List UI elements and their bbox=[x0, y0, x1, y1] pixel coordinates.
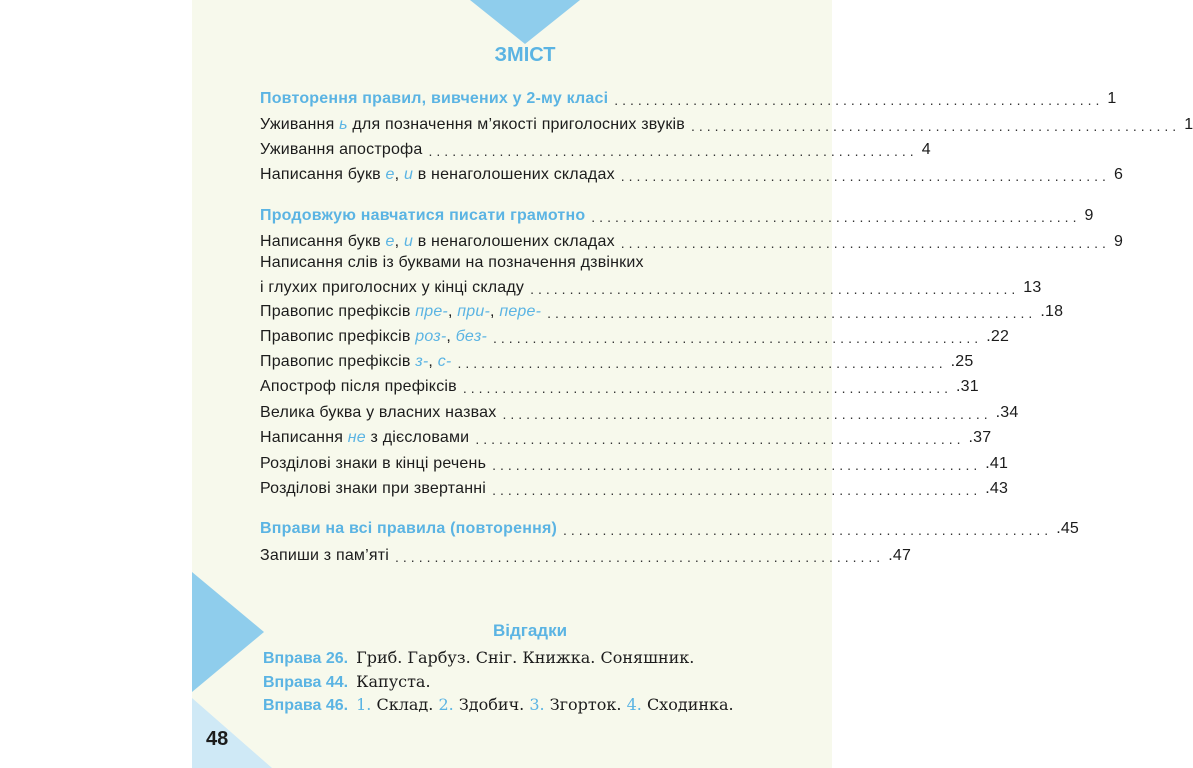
toc-item: Правопис префіксів з-, с- .............................................................. .25 bbox=[260, 353, 974, 371]
toc-item: Уживання ь для позначення м’якості приголосних звуків .............................................................. 1 bbox=[260, 116, 1193, 134]
toc-item: Написання букв е, и в ненаголошених складах .............................................................. 9 bbox=[260, 233, 1124, 251]
toc-section-heading bbox=[260, 86, 1117, 108]
toc-item: Правопис префіксів роз-, без- .............................................................. .22 bbox=[260, 328, 1010, 346]
toc-item: Велика буква у власних назвах .............................................................. .34 bbox=[260, 404, 1019, 422]
decorative-triangle-left bbox=[192, 572, 264, 692]
toc-section-heading bbox=[260, 516, 1080, 538]
toc-item: і глухих приголосних у кінці складу .............................................................. 13 bbox=[260, 279, 1042, 297]
page-title: ЗМІСТ bbox=[494, 44, 556, 66]
toc-item: Правопис префіксів пре-, при-, пере- .............................................................. .18 bbox=[260, 303, 1064, 321]
leader-dots: .............................................................. bbox=[614, 92, 1104, 108]
section-title: Продовжую навчатися писати грамотно bbox=[260, 207, 586, 224]
toc-item: Написання букв е, и в ненаголошених складах .............................................................. 6 bbox=[260, 166, 1124, 184]
section-page: 1 bbox=[1107, 90, 1117, 107]
toc-item: Уживання апострофа .............................................................. 4 bbox=[260, 141, 931, 159]
toc-item: Написання не з дієсловами .............................................................. .37 bbox=[260, 429, 992, 447]
leader-dots: .............................................................. bbox=[591, 209, 1081, 225]
toc-item: Розділові знаки при звертанні .............................................................. .43 bbox=[260, 480, 1009, 498]
answer-row: Вправа 46. 1. Склад. 2. Здобич. 3. Згорток. 4. Сходинка. bbox=[263, 695, 734, 714]
decorative-corner bbox=[192, 698, 272, 768]
toc-item: Запиши з пам’яті .............................................................. .47 bbox=[260, 547, 912, 565]
section-title: Повторення правил, вивчених у 2-му класі bbox=[260, 90, 609, 107]
toc-item: Розділові знаки в кінці речень .............................................................. .41 bbox=[260, 455, 1009, 473]
answers-title: Відгадки bbox=[492, 621, 568, 640]
toc-item: Апостроф після префіксів .............................................................. .31 bbox=[260, 378, 979, 396]
decorative-triangle-top bbox=[470, 0, 580, 44]
leader-dots: .............................................................. bbox=[563, 522, 1053, 538]
section-title: Вправи на всі правила (повторення) bbox=[260, 520, 558, 537]
section-page: .45 bbox=[1056, 520, 1080, 537]
page-number: 48 bbox=[206, 728, 229, 750]
answer-row: Вправа 44. Капуста. bbox=[263, 672, 431, 691]
section-page: 9 bbox=[1084, 207, 1094, 224]
answer-row: Вправа 26. Гриб. Гарбуз. Сніг. Книжка. Соняшник. bbox=[263, 648, 695, 667]
toc-item-line: Написання слів із буквами на позначення дзвінких bbox=[260, 254, 644, 271]
toc-section-heading bbox=[260, 203, 1094, 225]
